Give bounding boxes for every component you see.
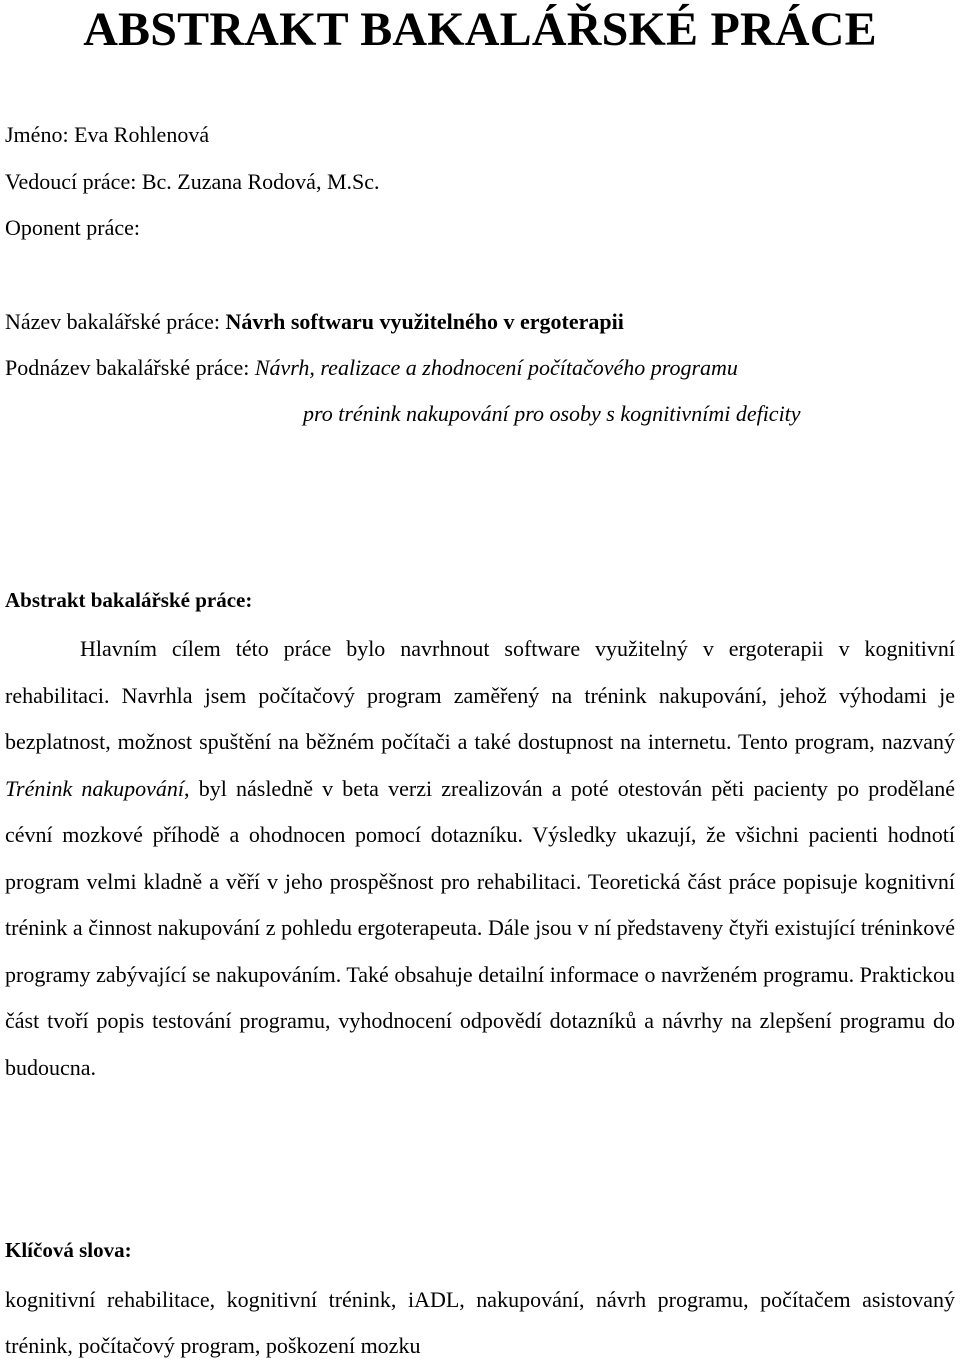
opponent-line	[5, 214, 140, 242]
document-title: ABSTRAKT BAKALÁŘSKÉ PRÁCE	[83, 3, 877, 56]
keywords-heading: Klíčová slova:	[5, 1238, 132, 1262]
author-label: Jméno:	[5, 122, 75, 147]
supervisor-line	[5, 168, 380, 196]
subtitle-line	[5, 354, 738, 382]
abstract-paragraph	[5, 626, 955, 1091]
subtitle-label: Podnázev bakalářské práce:	[5, 355, 255, 380]
abstract-text-part1: Hlavním cílem této práce bylo navrhnout software využitelný v ergoterapii v kognitivní rehabilitaci. Navrhla jsem počítačový program zaměřený na trénink nakupování, jehož výhodami je bezplatnost, možnost spuštění na běžném počítači a také dostupnost na internetu. Tento program, nazvaný	[5, 636, 955, 754]
thesis-title-line	[5, 308, 624, 336]
program-name: Trénink nakupování	[5, 775, 185, 801]
supervisor-name: Bc. Zuzana Rodová, M.Sc.	[141, 169, 380, 194]
abstract-heading: Abstrakt bakalářské práce:	[5, 588, 253, 612]
thesis-title-label: Název bakalářské práce:	[5, 309, 226, 334]
opponent-label: Oponent práce:	[5, 215, 140, 240]
author-line	[5, 121, 209, 149]
supervisor-label: Vedoucí práce:	[5, 169, 142, 194]
thesis-title-value: Návrh softwaru využitelného v ergoterapii	[225, 309, 624, 334]
author-name: Eva Rohlenová	[74, 122, 210, 147]
subtitle-value-line1: Návrh, realizace a zhodnocení počítačového programu	[254, 355, 738, 380]
subtitle-value-line2: pro trénink nakupování pro osoby s kognitivními deficity	[303, 401, 801, 426]
abstract-text-part2: , byl následně v beta verzi zrealizován a poté otestován pěti pacienty po prodělané cévní mozkové příhodě a ohodnocen pomocí dotazníku. Výsledky ukazují, že všichni pacienti hodnotí program velmi kladně a věří v jeho prospěšnost pro rehabilitaci. Teoretická část práce popisuje kognitivní trénink a činnost nakupování z pohledu ergoterapeuta. Dále jsou v ní představeny čtyři existující tréninkové programy zabývající se nakupováním. Také obsahuje detailní informace o navrženém programu. Praktickou část tvoří popis testování programu, vyhodnocení odpovědí dotazníků a návrhy na zlepšení programu do budoucna.	[5, 775, 955, 1080]
keywords-text: kognitivní rehabilitace, kognitivní trénink, iADL, nakupování, návrh programu, počítačem asistovaný trénink, počítačový program, poškození mozku	[5, 1287, 955, 1358]
